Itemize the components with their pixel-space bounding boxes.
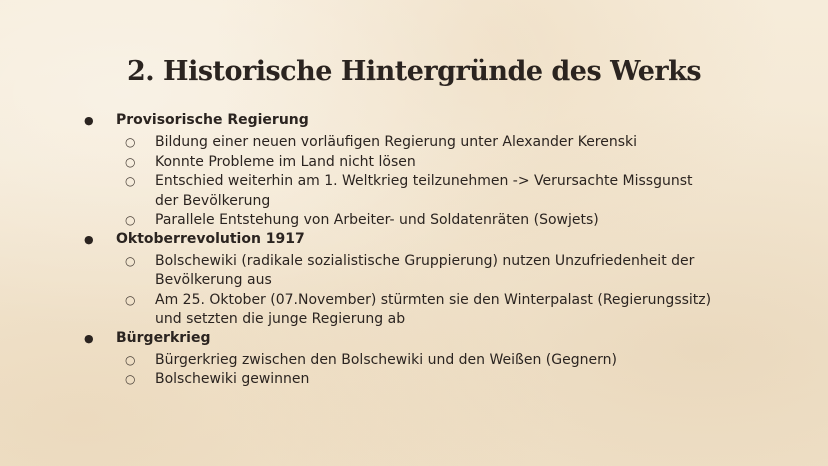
sub-item [82, 172, 762, 211]
circle-bullet-icon: ○ [125, 174, 136, 188]
sub-list [82, 252, 762, 330]
sub-item-text: Konnte Probleme im Land nicht lösen [155, 153, 416, 170]
section-heading: Provisorische Regierung [116, 112, 309, 128]
circle-bullet-icon: ○ [125, 253, 136, 268]
section-heading: Bürgerkrieg [116, 329, 211, 346]
section-item [82, 112, 762, 231]
sub-item [82, 252, 762, 291]
sub-list [82, 133, 762, 231]
sub-item [82, 211, 762, 231]
circle-bullet-icon: ○ [125, 372, 136, 386]
sub-item-text: Bolschewiki gewinnen [155, 371, 310, 387]
sub-item [82, 351, 762, 371]
bullet-icon: ● [84, 114, 94, 127]
section-item [82, 330, 762, 390]
bullet-icon: ● [84, 331, 94, 345]
circle-bullet-icon: ○ [125, 213, 136, 227]
sub-item-text: Bildung einer neuen vorläufigen Regierung unter Alexander Kerenski [155, 134, 638, 150]
sub-item [82, 133, 762, 153]
sub-item-text: Am 25. Oktober (07.November) stürmten sie den Winterpalast (Regierungssitz) und setzten die junge Regierung ab [155, 291, 712, 327]
sub-item [82, 153, 762, 173]
sub-item-text: Parallele Entstehung von Arbeiter- und Soldatenräten (Sowjets) [155, 212, 599, 228]
section-heading-row [82, 231, 762, 252]
bullet-list [82, 112, 762, 390]
section-item [82, 231, 762, 330]
section-heading: Oktoberrevolution 1917 [116, 230, 305, 247]
circle-bullet-icon: ○ [125, 135, 136, 149]
slide-title: 2. Historische Hintergründe des Werks [126, 56, 702, 87]
sub-list [82, 351, 762, 390]
section-heading-row [82, 330, 762, 351]
circle-bullet-icon: ○ [125, 352, 136, 367]
sub-item-text: Bolschewiki (radikale sozialistische Gruppierung) nutzen Unzufriedenheit der Bevölkerung aus [155, 252, 695, 288]
circle-bullet-icon: ○ [125, 292, 136, 307]
circle-bullet-icon: ○ [125, 154, 136, 169]
bullet-icon: ● [84, 232, 94, 246]
section-heading-row [82, 112, 762, 133]
sub-item-text: Entschied weiterhin am 1. Weltkrieg teilzunehmen -> Verursachte Missgunst der Bevölkerung [155, 173, 693, 209]
sub-item [82, 291, 762, 330]
sub-item-text: Bürgerkrieg zwischen den Bolschewiki und den Weißen (Gegnern) [155, 351, 617, 368]
sub-item [82, 370, 762, 390]
